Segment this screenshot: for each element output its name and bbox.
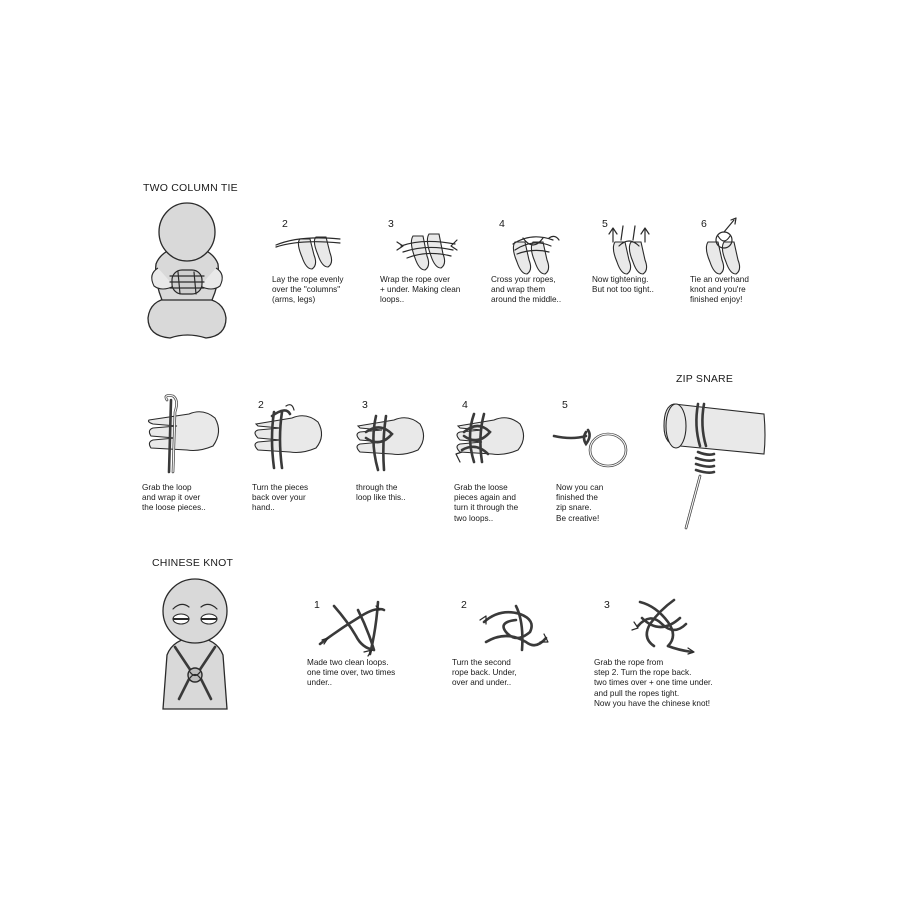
step-number: 3 xyxy=(362,399,368,411)
step-caption: Wrap the rope over + under. Making clean loops.. xyxy=(380,275,461,305)
chinese-step-2-icon xyxy=(476,602,556,654)
two-column-tie-title: TWO COLUMN TIE xyxy=(143,182,238,194)
step-number: 5 xyxy=(602,218,608,230)
step-3-wrap-icon xyxy=(393,228,463,278)
zip-step-3-hand-icon xyxy=(352,402,432,474)
step-number: 2 xyxy=(282,218,288,230)
standing-figure-icon xyxy=(145,575,245,715)
step-caption: Lay the rope evenly over the "columns" (arms, legs) xyxy=(272,275,344,305)
step-caption: Tie an overhand knot and you're finished enjoy! xyxy=(690,275,749,305)
zip-step-4-hand-icon xyxy=(452,406,532,472)
zip-step-1-hand-icon xyxy=(145,392,225,477)
step-caption: Grab the loop and wrap it over the loose pieces.. xyxy=(142,483,206,513)
step-number: 2 xyxy=(258,399,264,411)
zip-snare-title: ZIP SNARE xyxy=(676,373,734,385)
step-caption: Now tightening. But not too tight.. xyxy=(592,275,654,295)
step-4-cross-icon xyxy=(503,228,565,278)
step-number: 4 xyxy=(499,218,505,230)
chinese-knot-icon xyxy=(620,596,700,656)
zip-step-5-loop-icon xyxy=(552,422,632,472)
step-number: 5 xyxy=(562,399,568,411)
step-5-tighten-icon xyxy=(605,222,665,278)
step-2-finger-columns-icon xyxy=(270,225,350,275)
chinese-step-1-icon xyxy=(318,600,398,658)
step-caption: through the loop like this.. xyxy=(356,483,406,503)
step-caption: Grab the loose pieces again and turn it through the two loops.. xyxy=(454,483,519,523)
step-6-overhand-icon xyxy=(700,216,756,276)
step-number: 3 xyxy=(388,218,394,230)
step-caption: Grab the rope from step 2. Turn the rope back. two times over + one time under. and pull the ropes tight. Now you have the chinese knot! xyxy=(594,658,713,708)
step-caption: Made two clean loops. one time over, two times under.. xyxy=(307,658,396,688)
seated-figure-icon xyxy=(140,200,235,345)
step-caption: Now you can finished the zip snare. Be creative! xyxy=(556,483,604,523)
step-number: 2 xyxy=(461,599,467,611)
step-caption: Turn the pieces back over your hand.. xyxy=(252,483,309,513)
step-number: 4 xyxy=(462,399,468,411)
step-caption: Cross your ropes, and wrap them around the middle.. xyxy=(491,275,562,305)
step-number: 1 xyxy=(314,599,320,611)
step-number: 6 xyxy=(701,218,707,230)
step-number: 3 xyxy=(604,599,610,611)
chinese-knot-title: CHINESE KNOT xyxy=(152,557,234,569)
step-caption: Turn the second rope back. Under, over and under.. xyxy=(452,658,517,688)
log-snare-icon xyxy=(660,396,770,536)
